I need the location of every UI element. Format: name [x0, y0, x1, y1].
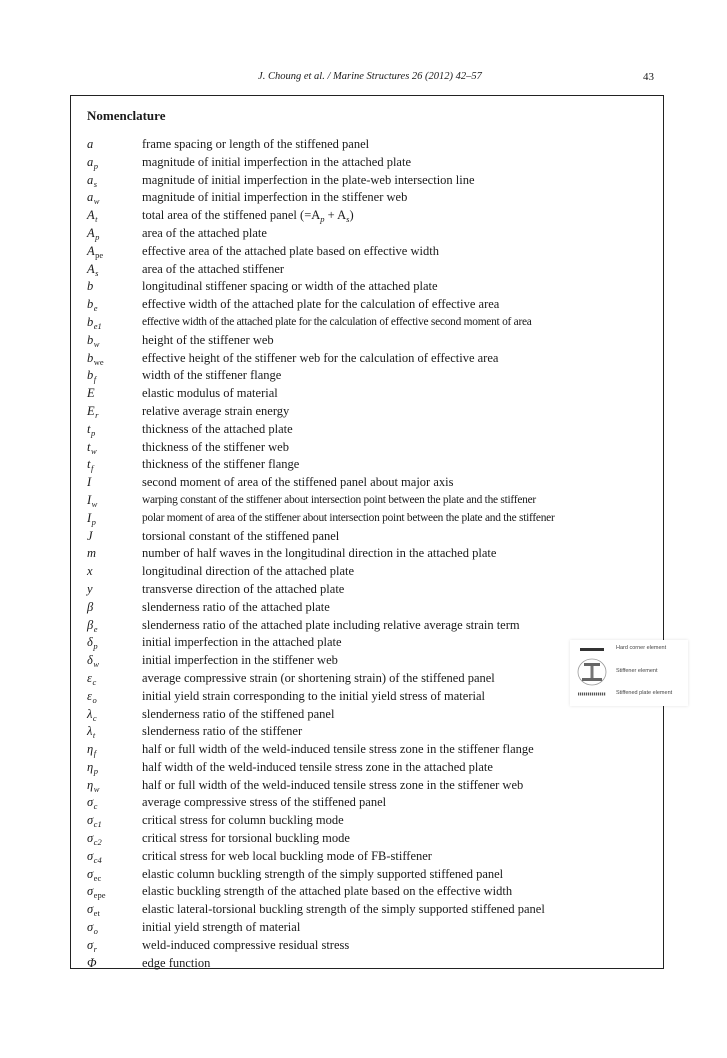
symbol-base: a: [87, 190, 94, 205]
nomenclature-entry: [87, 421, 657, 439]
definition-text: slenderness ratio of the stiffener: [142, 724, 303, 739]
nomenclature-entry: [87, 314, 657, 332]
definition: [142, 812, 344, 830]
definition: [142, 474, 453, 492]
definition: [142, 261, 284, 279]
definition: [142, 367, 281, 385]
definition: [142, 883, 512, 901]
nomenclature-entry: [87, 261, 657, 279]
definition: [142, 225, 267, 243]
symbol: [87, 154, 98, 173]
nomenclature-entry: [87, 154, 657, 172]
definition-text: elastic column buckling strength of the simply supported stiffened panel: [142, 866, 504, 881]
symbol: [87, 581, 93, 599]
symbol-base: I: [87, 510, 92, 525]
nomenclature-entry: [87, 439, 657, 457]
symbol-subscript: f: [93, 374, 97, 385]
definition-text: thickness of the stiffener flange: [142, 457, 300, 472]
symbol-base: a: [87, 137, 94, 151]
symbol: [87, 919, 98, 938]
thick-line-icon: [576, 646, 608, 654]
nomenclature-entry: [87, 777, 657, 795]
symbol-subscript: r: [95, 409, 99, 420]
definition-text: effective height of the stiffener web for the calculation of effective area: [142, 350, 499, 365]
symbol: [87, 706, 97, 725]
definition: [142, 830, 350, 848]
symbol: [87, 189, 99, 208]
symbol-base: σ: [87, 848, 94, 863]
symbol: [87, 421, 95, 440]
symbol: [87, 207, 98, 226]
nomenclature-entry: [87, 581, 657, 599]
definition: [142, 706, 334, 724]
nomenclature-entry: [87, 848, 657, 866]
nomenclature-entry: [87, 403, 657, 421]
symbol: [87, 937, 97, 956]
definition: [142, 528, 339, 546]
symbol-base: ε: [87, 688, 92, 703]
definition: [142, 385, 278, 403]
symbol-base: t: [87, 457, 91, 472]
definition-text: half or full width of the weld-induced tensile stress zone in the stiffener flange: [142, 742, 534, 757]
symbol-subscript: c: [92, 676, 97, 687]
definition: [142, 350, 498, 368]
definition: [142, 332, 274, 350]
nomenclature-entry: [87, 350, 657, 368]
definition: [142, 741, 534, 759]
definition-text: average compressive strain (or shortening strain) of the stiffened panel: [142, 670, 495, 685]
nomenclature-entry: [87, 243, 657, 261]
symbol: [87, 225, 99, 244]
symbol-base: I: [87, 492, 92, 507]
definition-text: magnitude of initial imperfection in the stiffener web: [142, 190, 408, 205]
symbol: [87, 634, 98, 653]
definition-text: thickness of the stiffener web: [142, 439, 289, 454]
definition-text: longitudinal stiffener spacing or width of the attached plate: [142, 279, 438, 294]
definition-text: frame spacing or length of the stiffened panel: [142, 137, 370, 151]
symbol: [87, 332, 99, 351]
nomenclature-entry: [87, 901, 657, 919]
nomenclature-entry: [87, 278, 657, 296]
symbol-subscript: p: [95, 231, 100, 242]
symbol: [87, 670, 96, 689]
definition: [142, 617, 520, 635]
definition: [142, 207, 354, 226]
definition-text: number of half waves in the longitudinal direction in the attached plate: [142, 546, 497, 561]
symbol: [87, 545, 96, 563]
definition-text: half or full width of the weld-induced tensile stress zone in the stiffener web: [142, 777, 524, 792]
i-beam-icon: [576, 657, 608, 687]
nomenclature-entry: [87, 723, 657, 741]
journal-citation: J. Choung et al. / Marine Structures 26 (2012) 42–57: [258, 71, 482, 82]
symbol-subscript: c4: [93, 854, 102, 865]
nomenclature-entry: [87, 207, 657, 225]
definition: [142, 314, 532, 332]
symbol: [87, 367, 96, 386]
symbol-subscript: w: [93, 659, 99, 670]
symbol-subscript: o: [92, 694, 97, 705]
definition-text: area of the attached stiffener: [142, 261, 285, 276]
symbol-subscript: w: [93, 783, 100, 794]
symbol: [87, 777, 99, 796]
nomenclature-entry: [87, 510, 657, 528]
definition-text: relative average strain energy: [142, 403, 290, 418]
definition-text: slenderness ratio of the stiffened panel: [142, 706, 335, 721]
definition-text: effective width of the attached plate for the calculation of effective area: [142, 297, 500, 312]
nomenclature-entry: [87, 937, 657, 955]
symbol: [87, 243, 103, 262]
symbol-base: β: [87, 599, 94, 614]
element-legend-overlay: [570, 640, 688, 706]
symbol: [87, 830, 102, 849]
symbol-subscript: r: [93, 943, 97, 954]
definition: [142, 563, 354, 581]
symbol-base: σ: [87, 831, 94, 846]
definition: [142, 723, 302, 741]
definition: [142, 794, 386, 812]
definition: [142, 777, 523, 795]
definition-text: effective width of the attached plate for the calculation of effective second moment of area: [142, 315, 532, 328]
definition: [142, 634, 342, 652]
symbol-subscript: s: [93, 178, 98, 189]
symbol-base: Φ: [87, 955, 97, 970]
symbol-subscript: c: [92, 712, 97, 723]
symbol-base: t: [87, 421, 91, 436]
symbol-base: δ: [87, 635, 93, 650]
nomenclature-entry: [87, 794, 657, 812]
definition: [142, 937, 349, 955]
symbol-base: σ: [87, 937, 94, 952]
nomenclature-entry: [87, 367, 657, 385]
definition-text: longitudinal direction of the attached plate: [142, 564, 355, 579]
symbol-subscript: p: [90, 427, 96, 438]
symbol-base: η: [87, 777, 94, 792]
definition-text: critical stress for torsional buckling mode: [142, 831, 350, 846]
definition-text: second moment of area of the stiffened panel about major axis: [142, 475, 454, 490]
symbol: [87, 474, 91, 492]
definition-text: torsional constant of the stiffened panel: [142, 528, 340, 543]
symbol-subscript: p: [91, 516, 96, 527]
symbol-base: y: [87, 581, 93, 596]
symbol-base: δ: [87, 653, 93, 668]
nomenclature-entry: [87, 759, 657, 777]
symbol: [87, 261, 98, 280]
symbol-base: x: [87, 564, 93, 579]
symbol: [87, 296, 98, 315]
symbol-subscript: e: [93, 623, 98, 634]
legend-label-hard-corner: Hard corner element: [616, 645, 667, 651]
definition: [142, 189, 407, 207]
definition-text: height of the stiffener web: [142, 332, 274, 347]
symbol: [87, 759, 98, 778]
definition-text: critical stress for web local buckling mode of FB-stiffener: [142, 848, 432, 863]
nomenclature-entry: [87, 830, 657, 848]
definition-text: elastic buckling strength of the attached plate based on the effective width: [142, 884, 513, 899]
symbol-base: σ: [87, 902, 94, 917]
symbol: [87, 439, 97, 458]
nomenclature-entry: [87, 955, 657, 973]
definition-text: width of the stiffener flange: [142, 368, 282, 383]
definition: [142, 652, 338, 670]
definition-text: slenderness ratio of the attached plate including relative average strain term: [142, 617, 520, 632]
definition-text: thickness of the attached plate: [142, 421, 293, 436]
definition-text: initial imperfection in the stiffener web: [142, 653, 338, 668]
symbol: [87, 350, 104, 369]
definition: [142, 510, 555, 528]
definition: [142, 866, 503, 884]
definition-text: half width of the weld-induced tensile stress zone in the attached plate: [142, 759, 493, 774]
symbol-subscript: w: [93, 196, 100, 207]
symbol: [87, 492, 97, 511]
nomenclature-title: Nomenclature: [87, 108, 166, 123]
symbol-base: b: [87, 279, 94, 294]
symbol-base: b: [87, 350, 94, 365]
definition: [142, 688, 485, 706]
symbol: [87, 866, 101, 885]
symbol-base: b: [87, 297, 94, 312]
definition: [142, 403, 289, 421]
nomenclature-box: [70, 95, 667, 970]
definition-text: weld-induced compressive residual stress: [142, 937, 350, 952]
definition-text: transverse direction of the attached plate: [142, 581, 345, 596]
symbol: [87, 741, 96, 760]
nomenclature-entry: [87, 866, 657, 884]
symbol-subscript: pe: [95, 249, 104, 260]
symbol-base: a: [87, 172, 94, 187]
symbol: [87, 848, 102, 867]
symbol: [87, 617, 98, 636]
symbol-subscript: we: [93, 356, 104, 367]
nomenclature-entry: [87, 919, 657, 937]
nomenclature-entry: [87, 883, 657, 901]
symbol-base: J: [87, 528, 93, 543]
symbol-subscript: w: [90, 445, 97, 456]
symbol-base: σ: [87, 813, 94, 828]
symbol-subscript: e1: [93, 320, 102, 331]
definition-text: initial yield strength of material: [142, 920, 301, 935]
nomenclature-entry: [87, 706, 657, 724]
symbol-subscript: c: [93, 801, 98, 812]
symbol-subscript: t: [95, 214, 98, 225]
symbol-base: σ: [87, 920, 94, 935]
symbol: [87, 901, 100, 920]
page-number: 43: [643, 71, 654, 83]
definition-text: slenderness ratio of the attached plate: [142, 599, 330, 614]
symbol-base: I: [87, 475, 92, 490]
symbol-subscript: p: [93, 765, 98, 776]
definition-text: average compressive stress of the stiffened panel: [142, 795, 387, 810]
definition: [142, 545, 496, 563]
definition-text: magnitude of initial imperfection in the plate-web intersection line: [142, 172, 475, 187]
definition-text: edge function: [142, 955, 211, 970]
symbol-subscript: et: [93, 908, 100, 919]
symbol-base: m: [87, 546, 97, 561]
symbol-base: b: [87, 314, 94, 329]
definition: [142, 172, 475, 190]
symbol-subscript: t: [92, 730, 96, 741]
definition: [142, 599, 330, 617]
symbol-subscript: ec: [93, 872, 102, 883]
definition-text: elastic modulus of material: [142, 386, 278, 401]
symbol-subscript: c1: [93, 819, 102, 830]
symbol-subscript: p: [93, 641, 98, 652]
symbol: [87, 883, 105, 902]
equation-subscript: p: [320, 214, 325, 225]
symbol-base: a: [87, 154, 94, 169]
nomenclature-entry: [87, 741, 657, 759]
symbol-base: λ: [87, 706, 93, 721]
symbol: [87, 456, 93, 475]
symbol: [87, 136, 93, 154]
definition: [142, 439, 289, 457]
definition: [142, 955, 210, 973]
symbol-subscript: s: [95, 267, 99, 278]
nomenclature-entry: [87, 545, 657, 563]
symbol-subscript: f: [93, 748, 97, 759]
symbol: [87, 652, 99, 671]
definition-text: warping constant of the stiffener about intersection point between the plate and the stiffener: [142, 493, 536, 506]
definition: [142, 243, 439, 261]
running-head: [70, 71, 670, 87]
nomenclature-entry: [87, 456, 657, 474]
symbol-subscript: e: [93, 303, 98, 314]
definition: [142, 421, 293, 439]
symbol-base: β: [87, 617, 94, 632]
symbol: [87, 812, 102, 831]
symbol-base: η: [87, 759, 94, 774]
definition: [142, 848, 432, 866]
nomenclature-entry: [87, 492, 657, 510]
symbol-base: A: [87, 208, 95, 223]
legend-label-stiffener: Stiffener element: [616, 668, 658, 674]
nomenclature-entry: [87, 296, 657, 314]
symbol: [87, 403, 98, 422]
symbol-base: A: [87, 225, 95, 240]
symbol-base: ε: [87, 670, 92, 685]
definition: [142, 901, 545, 919]
symbol: [87, 599, 93, 617]
symbol: [87, 172, 97, 191]
definition-text: initial imperfection in the attached plate: [142, 635, 342, 650]
nomenclature-entry: [87, 812, 657, 830]
nomenclature-entry: [87, 528, 657, 546]
symbol: [87, 688, 97, 707]
definition: [142, 456, 299, 474]
definition-text: magnitude of initial imperfection in the attached plate: [142, 154, 412, 169]
nomenclature-entry: [87, 332, 657, 350]
symbol-base: A: [87, 243, 95, 258]
definition: [142, 278, 438, 296]
nomenclature-entry: [87, 225, 657, 243]
symbol-subscript: c2: [93, 837, 102, 848]
symbol-subscript: f: [90, 463, 94, 474]
definition-text: elastic lateral-torsional buckling strength of the simply supported stiffened panel: [142, 902, 545, 917]
equation-operand: + A: [324, 208, 347, 223]
nomenclature-list: [87, 136, 657, 972]
symbol-base: b: [87, 332, 94, 347]
definition-text: area of the attached plate: [142, 225, 267, 240]
nomenclature-entry: [87, 136, 657, 154]
symbol-subscript: w: [91, 498, 98, 509]
symbol-base: σ: [87, 884, 94, 899]
definition: [142, 492, 536, 510]
definition-text: critical stress for column buckling mode: [142, 813, 344, 828]
symbol: [87, 528, 93, 546]
symbol: [87, 563, 93, 581]
definition-text: effective area of the attached plate based on effective width: [142, 243, 439, 258]
definition-text: polar moment of area of the stiffener about intersection point between the plate and the stiffener: [142, 511, 555, 524]
legend-label-stiffened-plate: Stiffened plate element: [616, 690, 673, 696]
nomenclature-entry: [87, 474, 657, 492]
symbol-subscript: p: [93, 160, 98, 171]
definition-text: total area of the stiffened panel (=A: [142, 208, 321, 223]
dashed-line-icon: [576, 690, 608, 698]
symbol-base: t: [87, 439, 91, 454]
definition: [142, 670, 495, 688]
symbol-base: η: [87, 742, 94, 757]
definition: [142, 581, 344, 599]
nomenclature-entry: [87, 189, 657, 207]
symbol-subscript: epe: [93, 890, 106, 901]
symbol: [87, 794, 97, 813]
nomenclature-entry: [87, 599, 657, 617]
symbol-subscript: w: [93, 338, 100, 349]
symbol: [87, 278, 93, 296]
nomenclature-entry: [87, 172, 657, 190]
definition: [142, 759, 493, 777]
nomenclature-entry: [87, 563, 657, 581]
nomenclature-entry: [87, 617, 657, 635]
definition-text: initial yield strain corresponding to the initial yield stress of material: [142, 688, 485, 703]
symbol-base: σ: [87, 866, 94, 881]
symbol-base: A: [87, 261, 95, 276]
nomenclature-entry: [87, 385, 657, 403]
symbol: [87, 723, 95, 742]
equation-close: ): [349, 208, 354, 223]
equation-subscript: s: [346, 214, 350, 225]
definition: [142, 296, 499, 314]
definition: [142, 136, 369, 154]
symbol: [87, 510, 96, 529]
definition: [142, 919, 300, 937]
symbol: [87, 314, 102, 333]
symbol-base: E: [87, 386, 95, 401]
symbol: [87, 955, 97, 973]
symbol-base: λ: [87, 724, 93, 739]
symbol-base: E: [87, 403, 95, 418]
symbol-base: b: [87, 368, 94, 383]
symbol: [87, 385, 95, 403]
symbol-subscript: o: [93, 926, 98, 937]
definition: [142, 154, 411, 172]
symbol-base: σ: [87, 795, 94, 810]
